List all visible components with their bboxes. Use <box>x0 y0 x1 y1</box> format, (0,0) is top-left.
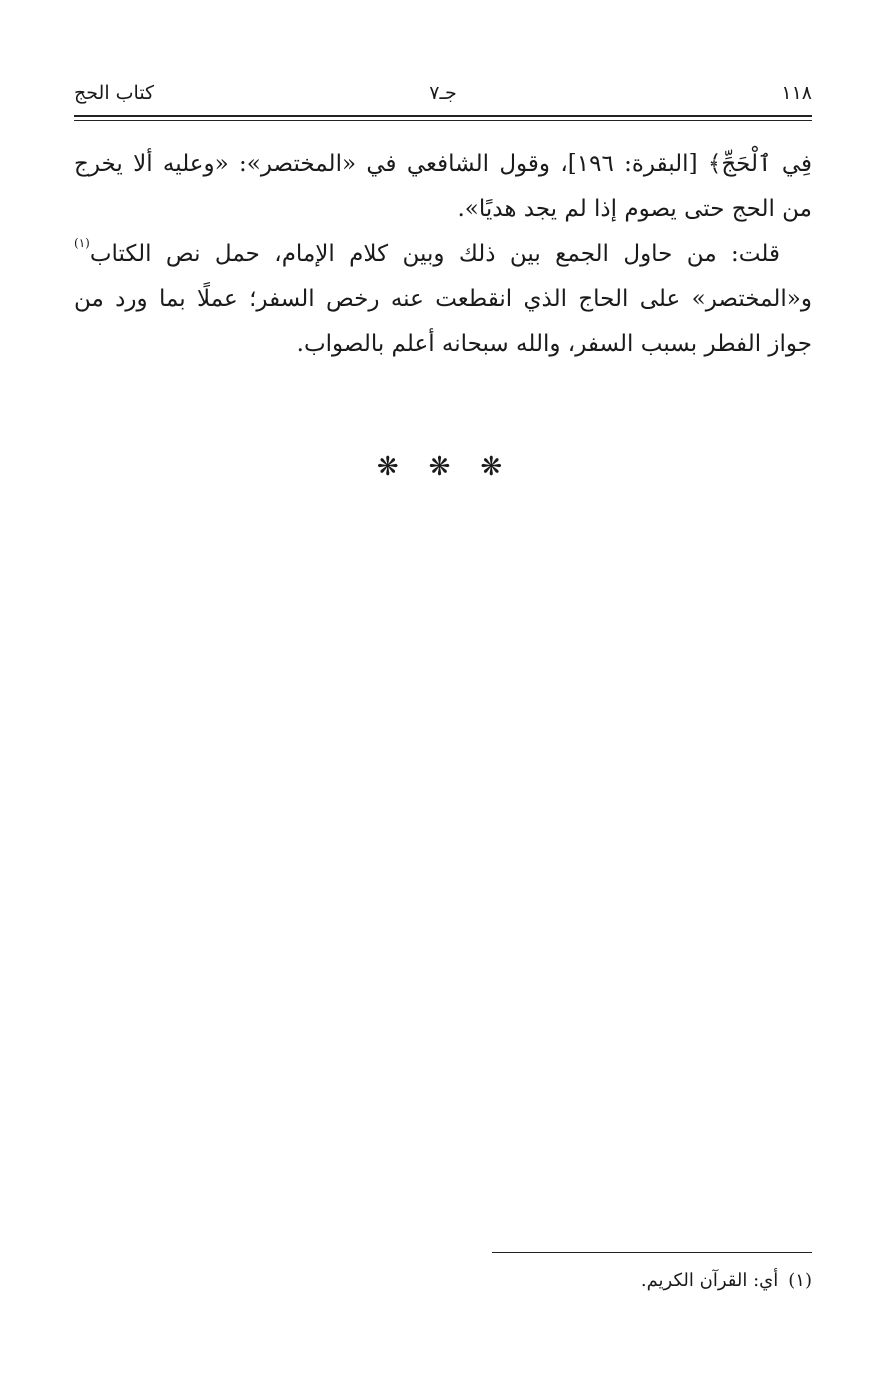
paragraph-2 <box>74 232 812 367</box>
footnote-number: (١) <box>788 1270 812 1291</box>
header-rule-thin <box>74 120 812 121</box>
header-rule-thick <box>74 115 812 117</box>
footnote-text: أي: القرآن الكريم. <box>640 1270 779 1291</box>
main-text <box>74 142 812 367</box>
paragraph-2-start: قلت: من حاول الجمع بين ذلك وبين كلام الإمام، حمل نص الكتاب <box>89 241 780 267</box>
book-title: كتاب الحج <box>74 82 155 104</box>
volume-label: جـ٧ <box>429 82 457 104</box>
section-divider-asterisks: ❋❋❋ <box>376 452 533 482</box>
footnote-1 <box>74 1266 812 1296</box>
paragraph-1: فِي ٱلْحَجِّ﴾ [البقرة: ١٩٦]، وقول الشافعي في «المختصر»: «وعليه ألا يخرج من الحج حتى يصوم إذا لم يجد هديًا». <box>74 151 812 222</box>
footnote-reference: (١) <box>74 236 90 250</box>
paragraph-2-end: و«المختصر» على الحاج الذي انقطعت عنه رخص السفر؛ عملًا بما ورد من جواز الفطر بسبب السفر، والله سبحانه أعلم بالصواب. <box>74 286 812 357</box>
footnote-rule <box>492 1252 812 1253</box>
page-number: ١١٨ <box>781 82 812 104</box>
running-header <box>74 78 812 108</box>
